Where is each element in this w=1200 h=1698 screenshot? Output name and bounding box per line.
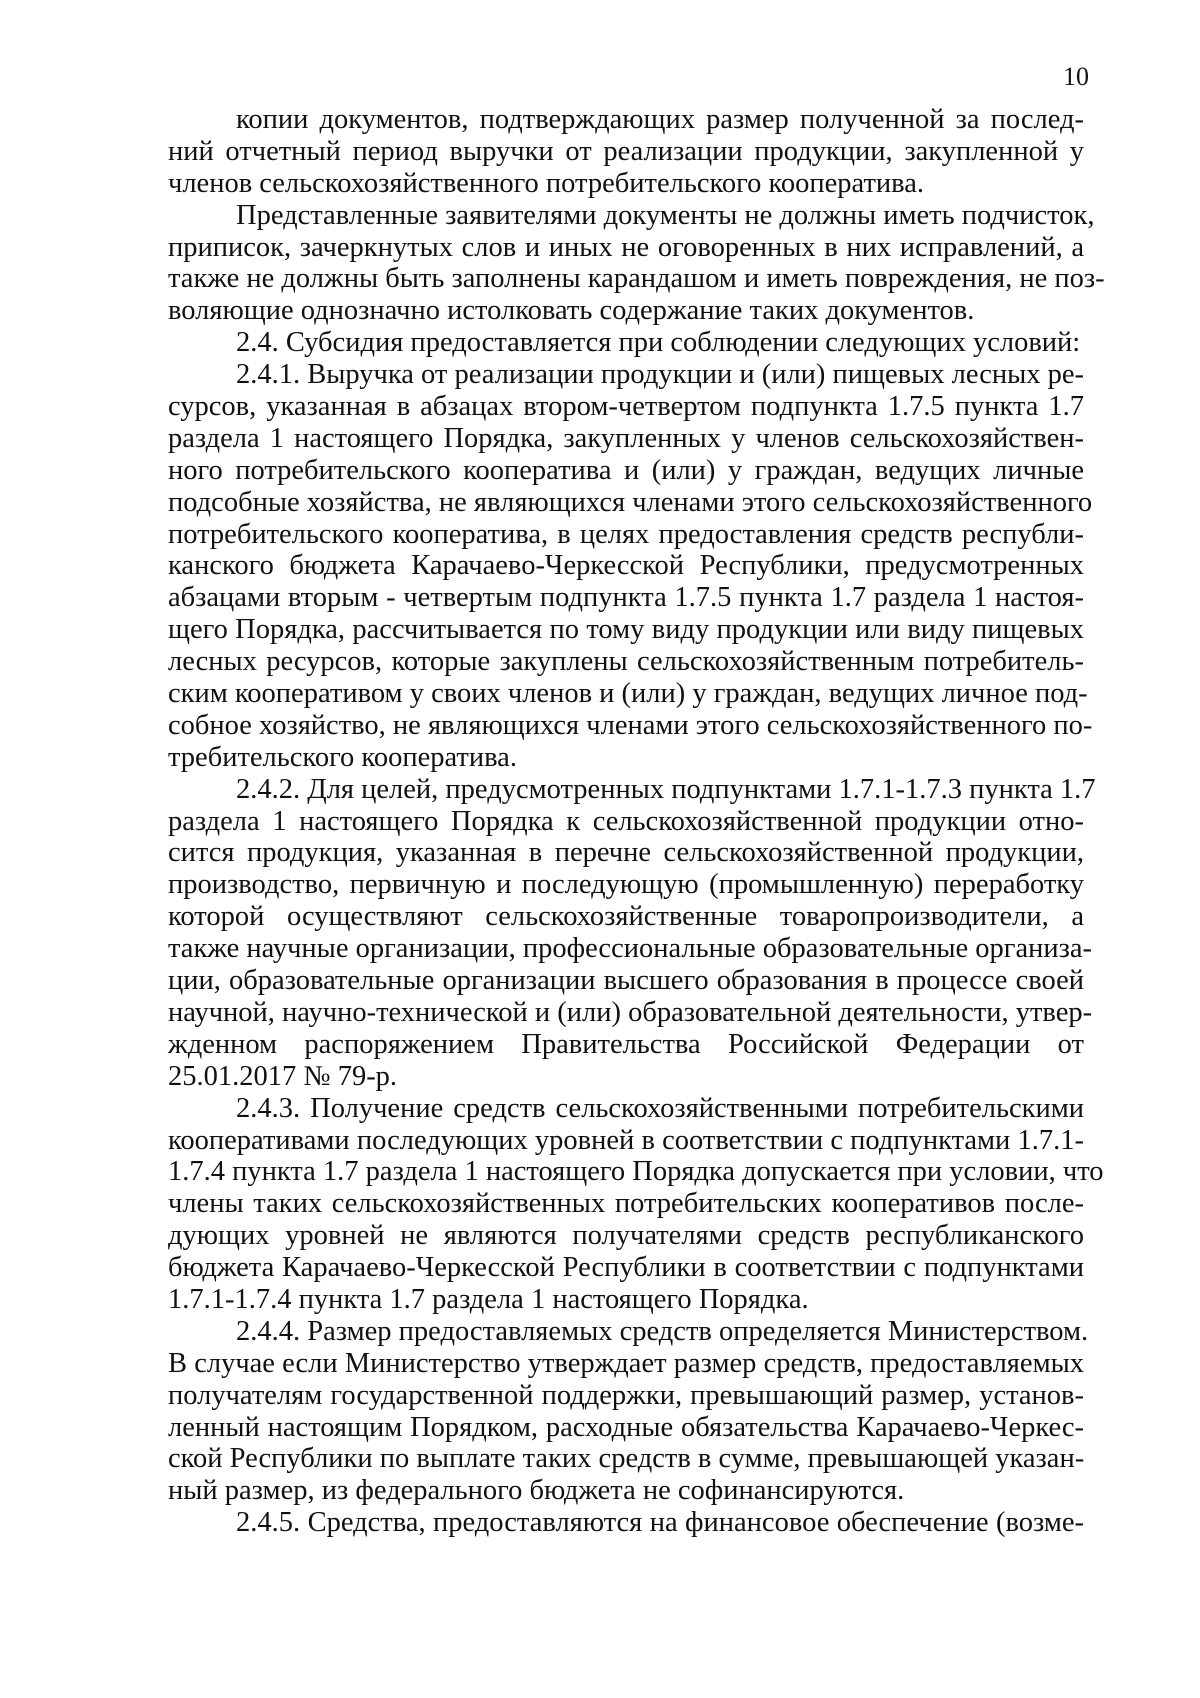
text-line: Представленные заявителями документы не должны иметь подчисток, (236, 199, 1095, 231)
text-line: члены таких сельскохозяйственных потребительских кооперативов после- (168, 1188, 1084, 1220)
text-line: производство, первичную и последующую (промышленную) переработку (168, 869, 1084, 901)
text-line: ленный настоящим Порядком, расходные обязательства Карачаево-Черкес- (168, 1411, 1084, 1443)
text-line: требительского кооператива. (168, 741, 517, 773)
text-line: 2.4.1. Выручка от реализации продукции и (или) пищевых лесных ре- (236, 359, 1085, 391)
text-line: научной, научно-технической и (или) образовательной деятельности, утвер- (168, 996, 1093, 1028)
text-line: также научные организации, профессиональные образовательные организа- (168, 933, 1093, 965)
text-line: потребительского кооператива, в целях предоставления средств республи- (168, 518, 1084, 550)
text-line: также не должны быть заполнены карандашом и иметь повреждения, не поз- (168, 263, 1105, 295)
text-line: копии документов, подтверждающих размер полученной за послед- (236, 104, 1084, 135)
text-line: 2.4.4. Размер предоставляемых средств определяется Министерством. (236, 1315, 1089, 1347)
text-line: 2.4.3. Получение средств сельскохозяйственными потребительскими (236, 1092, 1084, 1124)
text-line: членов сельскохозяйственного потребительского кооператива. (168, 167, 925, 199)
text-line: щего Порядка, рассчитывается по тому виду продукции или виду пищевых (168, 614, 1084, 646)
page-number: 10 (1063, 62, 1089, 91)
text-line: воляющие однозначно истолковать содержание таких документов. (168, 295, 975, 327)
text-line: получателям государственной поддержки, превышающий размер, установ- (168, 1379, 1084, 1411)
text-line: подсобные хозяйства, не являющихся членами этого сельскохозяйственного (168, 486, 1093, 518)
text-line: ный размер, из федерального бюджета не софинансируются. (168, 1475, 905, 1507)
text-line: приписок, зачеркнутых слов и иных не оговоренных в них исправлений, а (168, 231, 1084, 263)
text-line: абзацами вторым - четвертым подпункта 1.7.5 пункта 1.7 раздела 1 настоя- (168, 582, 1084, 614)
text-line: ским кооперативом у своих членов и (или) у граждан, ведущих личное под- (168, 678, 1088, 710)
document-body-text (168, 104, 1105, 1539)
text-line: В случае если Министерство утверждает размер средств, предоставляемых (168, 1347, 1084, 1379)
text-line: 25.01.2017 № 79-р. (168, 1060, 398, 1092)
text-line: 2.4. Субсидия предоставляется при соблюдении следующих условий: (236, 327, 1081, 359)
text-line: 2.4.2. Для целей, предусмотренных подпунктами 1.7.1-1.7.3 пункта 1.7 (236, 773, 1096, 805)
text-line: бюджета Карачаево-Черкесской Республики в соответствии с подпунктами (168, 1252, 1084, 1284)
text-line: кооперативами последующих уровней в соответствии с подпунктами 1.7.1- (168, 1124, 1084, 1156)
text-line: раздела 1 настоящего Порядка, закупленных у членов сельскохозяйствен- (168, 422, 1084, 454)
text-line: собное хозяйство, не являющихся членами этого сельскохозяйственного по- (168, 709, 1093, 741)
text-line: 1.7.4 пункта 1.7 раздела 1 настоящего Порядка допускается при условии, что (168, 1156, 1104, 1188)
text-line: дующих уровней не являются получателями средств республиканского (168, 1220, 1084, 1252)
text-line: ного потребительского кооператива и (или) у граждан, ведущих личные (168, 454, 1084, 486)
text-line: ний отчетный период выручки от реализации продукции, закупленной у (168, 135, 1084, 167)
text-line: сится продукция, указанная в перечне сельскохозяйственной продукции, (168, 837, 1084, 869)
text-line: 1.7.1-1.7.4 пункта 1.7 раздела 1 настоящего Порядка. (168, 1283, 809, 1315)
text-line: раздела 1 настоящего Порядка к сельскохозяйственной продукции отно- (168, 805, 1084, 837)
text-line: сурсов, указанная в абзацах втором-четвертом подпункта 1.7.5 пункта 1.7 (168, 391, 1084, 423)
text-line: лесных ресурсов, которые закуплены сельскохозяйственным потребитель- (168, 646, 1084, 678)
text-line: канского бюджета Карачаево-Черкесской Республики, предусмотренных (168, 550, 1084, 582)
text-line: жденном распоряжением Правительства Российской Федерации от (168, 1028, 1084, 1060)
text-line: ской Республики по выплате таких средств в сумме, превышающей указан- (168, 1443, 1085, 1475)
text-line: которой осуществляют сельскохозяйственные товаропроизводители, а (168, 901, 1084, 933)
text-line: ции, образовательные организации высшего образования в процессе своей (168, 965, 1084, 997)
text-line: 2.4.5. Средства, предоставляются на финансовое обеспечение (возме- (236, 1507, 1084, 1539)
